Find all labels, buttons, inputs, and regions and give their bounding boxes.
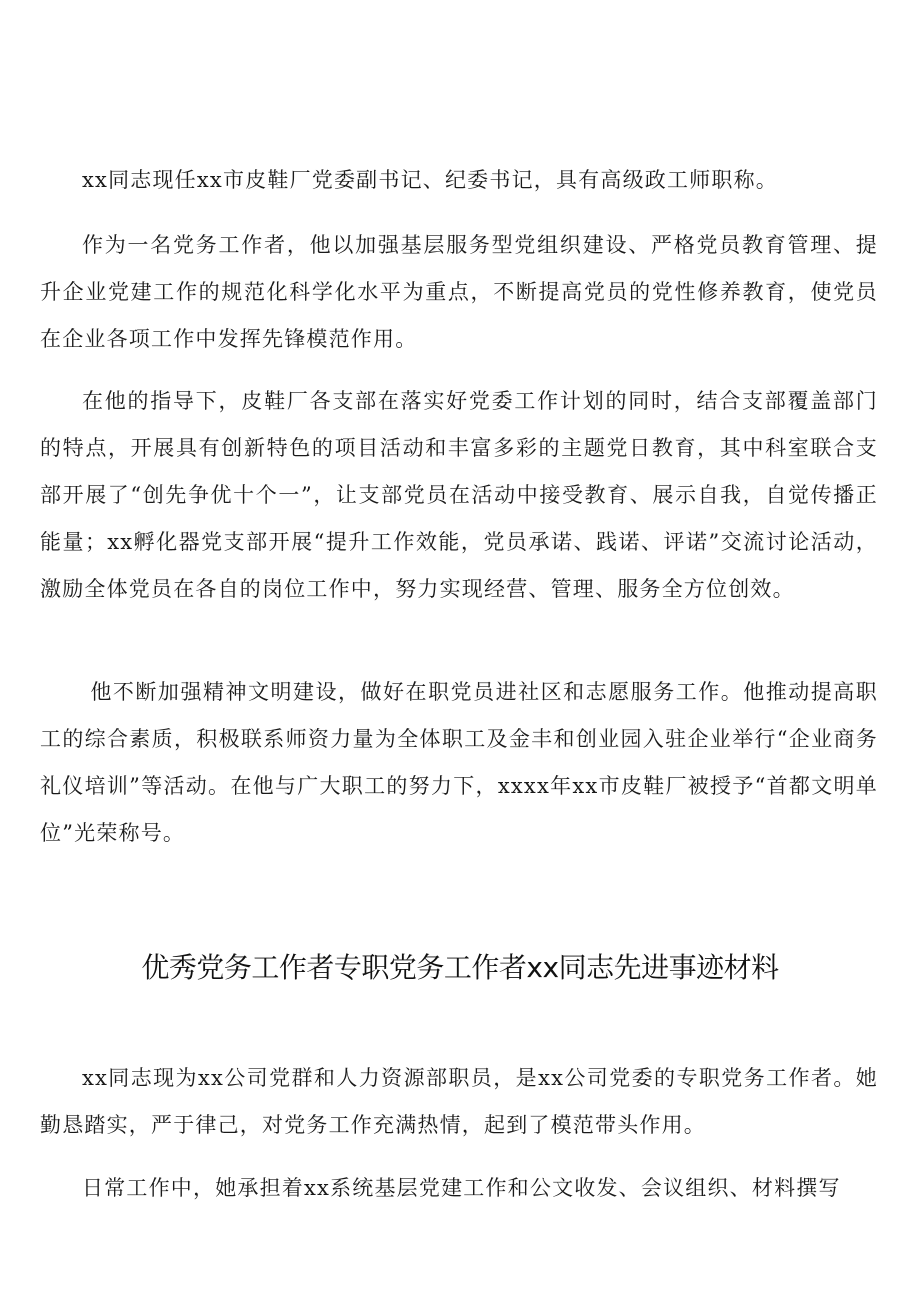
paragraph-appointment: xx同志现任xx市皮鞋厂党委副书记、纪委书记，具有高级政工师职称。: [82, 168, 778, 192]
paragraph-daily-work: 日常工作中，她承担着xx系统基层党建工作和公文收发、会议组织、材料撰写: [82, 1176, 841, 1200]
paragraph-party-work: 作为一名党务工作者，他以加强基层服务型党组织建设、严格党员教育管理、提升企业党建工作的规范化科学化水平为重点，不断提高党员的党性修养教育，使党员在企业各项工作中发挥先锋模范作用。: [40, 233, 878, 351]
paragraph-civilization-building: 他不断加强精神文明建设，做好在职党员进社区和志愿服务工作。他推动提高职工的综合素质，积极联系师资力量为全体职工及金丰和创业园入驻企业举行“企业商务礼仪培训”等活动。在他与广大职工的努力下，xxxx年xx市皮鞋厂被授予“首都文明单位”光荣称号。: [40, 680, 878, 845]
section-title: 优秀党务工作者专职党务工作者xx同志先进事迹材料: [141, 951, 779, 984]
paragraph-branch-activities: 在他的指导下，皮鞋厂各支部在落实好党委工作计划的同时，结合支部覆盖部门的特点，开展具有创新特色的项目活动和丰富多彩的主题党日教育，其中科室联合支部开展了“创先争优十个一”，让支部党员在活动中接受教育、展示自我，自觉传播正能量；xx孵化器党支部开展“提升工作效能，党员承诺、践诺、评诺”交流讨论活动，激励全体党员在各自的岗位工作中，努力实现经营、管理、服务全方位创效。: [40, 389, 878, 601]
paragraph-intro: xx同志现为xx公司党群和人力资源部职员，是xx公司党委的专职党务工作者。她勤恳踏实，严于律己，对党务工作充满热情，起到了模范带头作用。: [40, 1066, 878, 1137]
